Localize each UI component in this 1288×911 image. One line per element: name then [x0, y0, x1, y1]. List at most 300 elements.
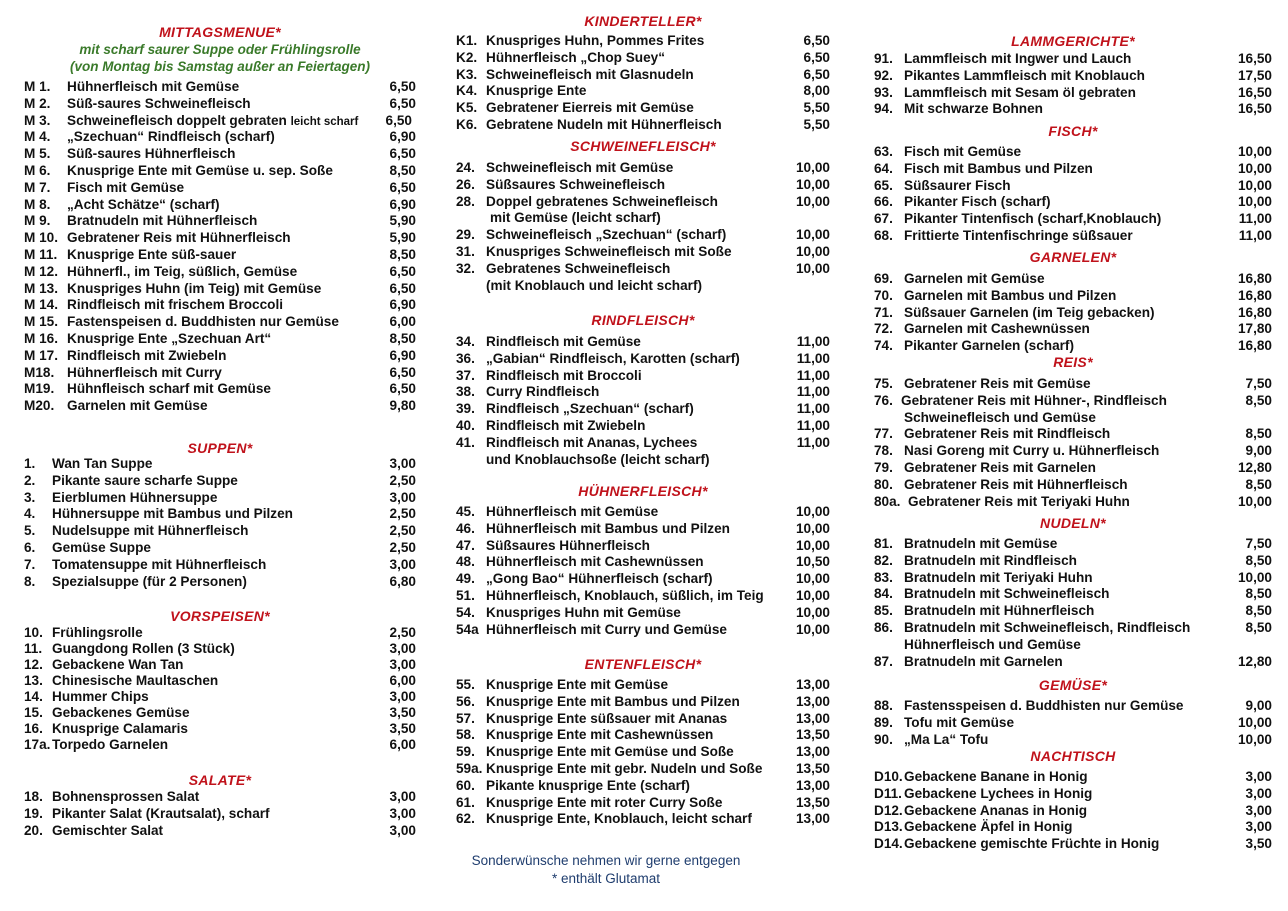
menu-item [874, 569, 1272, 586]
item-number: 40. [456, 418, 475, 433]
item-name: Knusprige Ente mit Bambus und Pilzen [486, 693, 740, 709]
item-number: 88. [874, 698, 893, 713]
item-name: Knuspriges Huhn mit Gemüse [486, 604, 681, 620]
item-name: Bratnudeln mit Garnelen [904, 653, 1063, 669]
item-name: Schweinefleisch doppelt gebraten [67, 112, 287, 128]
item-price: 6,90 [389, 297, 416, 313]
item-number: 59. [456, 744, 475, 760]
item-price: 13,50 [795, 794, 830, 810]
item-name: Knusprige Ente süß-sauer [67, 247, 237, 262]
item-name: Rindfleisch „Szechuan“ (scharf) [486, 401, 694, 417]
section-title-gemuese: GEMÜSE* [1038, 677, 1108, 693]
menu-item [24, 263, 416, 280]
section-title-garnelen: GARNELEN* [1029, 249, 1117, 265]
item-price: 3,00 [389, 657, 416, 672]
item-number: 3. [24, 489, 36, 505]
item-name: Schweinefleisch mit Glasnudeln [486, 66, 694, 82]
menu-item [24, 162, 416, 179]
section-subtitle: mit scharf saurer Suppe oder Frühlingsrolle [79, 42, 361, 57]
menu-item [456, 400, 830, 417]
item-number: 36. [456, 350, 475, 366]
item-price: 17,80 [1237, 321, 1272, 337]
menu-item [456, 621, 830, 638]
item-name: Hühnerfleisch mit Curry [67, 364, 222, 380]
item-name: Lammfleisch mit Ingwer und Lauch [904, 51, 1132, 66]
item-price: 6,50 [389, 263, 416, 279]
item-price: 3,00 [389, 489, 416, 505]
item-name: Knusprige Calamaris [52, 721, 188, 736]
item-price: 10,00 [795, 571, 830, 587]
item-price: 6,50 [389, 364, 416, 380]
item-price: 10,00 [795, 588, 830, 603]
item-name: Fisch mit Bambus und Pilzen [904, 160, 1093, 176]
item-price: 3,50 [389, 705, 416, 720]
menu-item [874, 287, 1272, 304]
item-name: „Acht Schätze“ (scharf) [67, 196, 220, 212]
item-price: 16,80 [1237, 304, 1272, 320]
item-name: Fisch mit Gemüse [904, 144, 1022, 159]
item-price: 16,80 [1237, 287, 1272, 303]
menu-item [456, 794, 830, 811]
item-price: 8,50 [1245, 426, 1272, 442]
item-number: 41. [456, 434, 475, 450]
item-number: 18. [24, 789, 43, 804]
menu-item [24, 296, 416, 313]
menu-item [456, 350, 830, 367]
item-name: Süßsaures Hühnerfleisch [486, 537, 650, 553]
item-number: 16. [24, 721, 43, 736]
menu-item [24, 330, 416, 347]
item-number: 66. [874, 194, 893, 210]
item-price: 10,00 [795, 537, 830, 553]
menu-item [456, 32, 830, 49]
item-price: 10,00 [795, 176, 830, 192]
item-number: 5. [24, 523, 36, 539]
menu-item [24, 380, 416, 397]
menu-item [456, 434, 830, 451]
menu-item [24, 347, 416, 364]
item-price: 6,90 [389, 129, 416, 145]
item-name: Süßsaurer Fisch [904, 177, 1011, 193]
item-description-continued: und Knoblauchsoße (leicht scharf) [486, 451, 710, 467]
menu-item [874, 653, 1272, 670]
item-price: 3,00 [389, 822, 416, 838]
item-name: Hühnerfleisch mit Bambus und Pilzen [486, 520, 730, 536]
menu-item [24, 455, 416, 472]
item-number: 45. [456, 504, 475, 519]
item-name: Schweinefleisch „Szechuan“ (scharf) [486, 227, 727, 243]
item-price: 10,00 [1237, 144, 1272, 159]
item-number: 10. [24, 625, 43, 640]
item-price: 10,00 [795, 520, 830, 536]
item-name: Gemüse Suppe [52, 540, 151, 555]
item-price: 3,00 [389, 556, 416, 572]
item-number: 69. [874, 271, 893, 286]
item-name: Lammfleisch mit Sesam öl gebraten [904, 84, 1136, 100]
menu-item [456, 743, 830, 760]
item-number: M19. [24, 381, 55, 397]
menu-item [456, 260, 830, 277]
item-name: Rindfleisch mit Gemüse [486, 334, 641, 349]
item-price: 8,50 [1245, 603, 1272, 619]
item-number: 48. [456, 554, 475, 570]
item-number: 72. [874, 321, 893, 337]
item-number: 13. [24, 673, 43, 688]
item-number: 83. [874, 569, 893, 585]
item-number: 90. [874, 731, 893, 747]
section-title-lamm: LAMMGERICHTE* [1011, 33, 1135, 49]
menu-item [456, 693, 830, 710]
item-price: 3,00 [1245, 785, 1272, 801]
item-price: 6,50 [389, 146, 416, 162]
item-name: Rindfleisch mit Ananas, Lychees [486, 434, 698, 450]
item-name: Mit schwarze Bohnen [904, 101, 1043, 117]
item-name: Doppel gebratenes Schweinefleisch [486, 193, 718, 209]
item-name: Eierblumen Hühnersuppe [52, 489, 218, 505]
menu-item [874, 476, 1272, 493]
item-name: Pikantes Lammfleisch mit Knoblauch [904, 67, 1145, 83]
menu-item [24, 229, 416, 246]
item-price: 8,50 [1245, 620, 1272, 635]
item-name: Süßsaures Schweinefleisch [486, 176, 666, 192]
item-number: 54. [456, 604, 475, 620]
menu-item [874, 818, 1272, 835]
item-price: 3,50 [1245, 836, 1272, 852]
item-price: 2,50 [389, 625, 416, 640]
item-price: 11,00 [796, 434, 830, 450]
item-price: 3,50 [389, 721, 416, 736]
section-title-ente: ENTENFLEISCH* [584, 656, 702, 672]
menu-item [24, 364, 416, 381]
item-price: 11,00 [796, 334, 830, 349]
item-name: Nasi Goreng mit Curry u. Hühnerfleisch [904, 443, 1160, 459]
menu-item [456, 417, 830, 434]
item-number: K1. [456, 33, 478, 48]
item-name: Spezialsuppe (für 2 Personen) [52, 573, 247, 589]
item-number: 89. [874, 714, 893, 730]
menu-item [874, 802, 1272, 819]
menu-item [456, 676, 830, 693]
item-price: 10,00 [795, 260, 830, 276]
menu-item [874, 768, 1272, 785]
item-number: 56. [456, 693, 475, 709]
item-name: Hühnerfleisch mit Gemüse [67, 79, 240, 94]
item-number: 65. [874, 177, 893, 193]
item-name: Gebratener Reis mit Garnelen [904, 460, 1096, 475]
menu-item [24, 280, 416, 297]
menu-item [874, 425, 1272, 442]
menu-item [456, 503, 830, 520]
item-price: 11,00 [796, 350, 830, 366]
item-name: Gebackene Banane in Honig [904, 769, 1088, 784]
item-name: Pikante saure scharfe Suppe [52, 472, 238, 488]
item-number: 61. [456, 794, 475, 810]
item-name: Gebackenes Gemüse [52, 705, 190, 720]
item-number: M 14. [24, 297, 58, 313]
item-number: 80. [874, 476, 893, 492]
menu-item [456, 333, 830, 350]
item-number: 74. [874, 338, 893, 354]
item-name: Frittierte Tintenfischringe süßsauer [904, 228, 1133, 243]
item-price: 10,00 [795, 193, 830, 209]
menu-item [456, 66, 830, 83]
menu-item [874, 459, 1272, 476]
item-price: 11,00 [796, 418, 830, 433]
item-price: 6,50 [389, 95, 416, 111]
item-name: Fastensspeisen d. Buddhisten nur Gemüse [904, 698, 1184, 713]
item-name: Süßsauer Garnelen (im Teig gebacken) [904, 304, 1155, 320]
item-number: M 5. [24, 146, 51, 162]
item-name: Süß-saures Hühnerfleisch [67, 146, 236, 162]
menu-item [24, 505, 416, 522]
menu-item [874, 697, 1272, 714]
item-number: M 1. [24, 79, 51, 94]
section-title-mittag: MITTAGSMENUE* [159, 24, 281, 40]
menu-item [456, 383, 830, 400]
item-number: 19. [24, 805, 43, 821]
item-price: 13,00 [795, 744, 830, 760]
item-price: 8,00 [803, 83, 830, 99]
item-price: 8,50 [1245, 392, 1272, 408]
item-number: 54a [456, 621, 479, 637]
menu-item [874, 375, 1272, 392]
item-number: K6. [456, 117, 478, 132]
item-number: 15. [24, 705, 43, 720]
item-price: 9,00 [1245, 698, 1272, 713]
item-number: 29. [456, 227, 475, 243]
item-price: 10,00 [1237, 731, 1272, 747]
item-price: 13,00 [795, 710, 830, 726]
section-title-salate: SALATE* [188, 772, 252, 788]
item-name: Gebratener Reis mit Teriyaki Huhn [908, 493, 1130, 509]
section-title-kinder: KINDERTELLER* [584, 13, 702, 29]
item-price: 13,00 [795, 811, 830, 827]
item-price: 10,00 [1237, 569, 1272, 585]
item-number: 20. [24, 822, 43, 838]
section-title-reis: REIS* [1053, 354, 1093, 370]
section-title-schwein: SCHWEINEFLEISCH* [570, 138, 716, 154]
item-price: 6,50 [389, 79, 416, 94]
item-number: M 6. [24, 163, 51, 178]
item-name: Gebackene Wan Tan [52, 657, 184, 672]
item-name: Knuspriges Huhn, Pommes Frites [486, 33, 705, 48]
item-number: M 7. [24, 179, 51, 195]
item-price: 13,50 [795, 727, 830, 743]
footer-note [456, 852, 756, 888]
item-price: 10,00 [795, 227, 830, 243]
menu-item [24, 656, 416, 673]
item-number: K4. [456, 83, 478, 99]
item-name: Gebackene gemischte Früchte in Honig [904, 836, 1160, 852]
item-number: 84. [874, 586, 893, 602]
item-price: 3,00 [389, 689, 416, 704]
item-number: 75. [874, 376, 893, 391]
item-number: 68. [874, 228, 893, 243]
item-name: Frühlingsrolle [52, 625, 143, 640]
menu-item [874, 731, 1272, 748]
item-name: Knuspriges Schweinefleisch mit Soße [486, 244, 732, 259]
item-number: M 12. [24, 263, 58, 279]
menu-item [874, 177, 1272, 194]
menu-item [24, 212, 416, 229]
item-price: 5,90 [389, 213, 416, 229]
item-name: Pikanter Fisch (scharf) [904, 194, 1051, 210]
item-price: 11,00 [1238, 228, 1272, 243]
item-price: 6,50 [389, 381, 416, 397]
item-number: 51. [456, 588, 475, 603]
item-name: Pikanter Salat (Krautsalat), scharf [52, 805, 270, 821]
item-name: Rindfleisch mit frischem Broccoli [67, 297, 284, 313]
item-name: Fastenspeisen d. Buddhisten nur Gemüse [67, 314, 339, 330]
item-number: 2. [24, 472, 36, 488]
section-subtitle: (von Montag bis Samstag außer an Feiertagen) [69, 59, 371, 74]
item-name: Bratnudeln mit Hühnerfleisch [67, 213, 258, 229]
item-name: Bratnudeln mit Teriyaki Huhn [904, 569, 1093, 585]
item-number: M 4. [24, 129, 51, 145]
item-price: 10,00 [795, 504, 830, 519]
menu-item [456, 710, 830, 727]
item-number: 12. [24, 657, 43, 672]
item-name: Hühnerfleisch mit Cashewnüssen [486, 554, 704, 570]
section-title-suppen: SUPPEN* [187, 440, 253, 456]
item-number: 24. [456, 160, 475, 175]
item-price: 2,50 [389, 540, 416, 555]
item-name: Garnelen mit Gemüse [67, 398, 208, 414]
item-number: 47. [456, 537, 475, 553]
menu-item [456, 604, 830, 621]
item-price: 13,50 [795, 761, 830, 776]
item-price: 2,50 [389, 523, 416, 539]
item-price: 3,00 [1245, 802, 1272, 818]
special-requests-text: Sonderwünsche nehmen wir gerne entgegen [471, 853, 741, 868]
item-number: D10. [874, 769, 903, 784]
item-name: Knuspriges Huhn (im Teig) mit Gemüse [67, 280, 322, 296]
item-number: 81. [874, 536, 893, 551]
item-name: Gebackene Lychees in Honig [904, 785, 1093, 801]
item-number: 49. [456, 571, 475, 587]
item-description-continued: (mit Knoblauch und leicht scharf) [486, 277, 702, 293]
item-number: D11. [874, 785, 902, 801]
item-price: 6,90 [389, 196, 416, 212]
menu-item [24, 672, 416, 689]
menu-item [456, 367, 830, 384]
menu-item [24, 179, 416, 196]
item-name: Pikanter Tintenfisch (scharf,Knoblauch) [904, 211, 1162, 227]
item-number: M 16. [24, 331, 58, 346]
glutamate-note: * enthält Glutamat [551, 871, 661, 886]
menu-item [874, 493, 1272, 510]
item-price: 3,00 [1245, 769, 1272, 784]
menu-item [874, 100, 1272, 117]
item-name: Knusprige Ente „Szechuan Art“ [67, 331, 272, 346]
item-number: D12. [874, 802, 903, 818]
menu-item [874, 535, 1272, 552]
item-price: 13,00 [795, 693, 830, 709]
item-name: „Szechuan“ Rindfleisch (scharf) [67, 129, 275, 145]
item-price: 7,50 [1245, 376, 1272, 391]
item-name: Tofu mit Gemüse [904, 714, 1015, 730]
item-name: Curry Rindfleisch [486, 384, 600, 400]
item-name: Pikante knusprige Ente (scharf) [486, 777, 690, 793]
item-number: 14. [24, 689, 43, 704]
menu-item [874, 442, 1272, 459]
item-name: Hühnfleisch scharf mit Gemüse [67, 381, 271, 397]
menu-item [874, 320, 1272, 337]
item-number: 38. [456, 384, 475, 400]
menu-item [24, 822, 416, 839]
item-name: Gebratener Reis mit Hühnerfleisch [67, 230, 291, 246]
item-price: 12,80 [1237, 460, 1272, 475]
item-number: 79. [874, 460, 893, 475]
menu-item [24, 522, 416, 539]
item-price: 10,00 [795, 604, 830, 620]
menu-item [874, 392, 1272, 409]
item-price: 16,80 [1237, 338, 1272, 354]
item-number: 6. [24, 540, 36, 555]
item-name: Wan Tan Suppe [52, 456, 153, 471]
item-name: Gebratener Reis mit Rindfleisch [904, 426, 1111, 442]
menu-item [456, 760, 830, 777]
item-description-continued: Schweinefleisch und Gemüse [904, 409, 1096, 425]
menu-item [24, 805, 416, 822]
item-price: 6,90 [389, 347, 416, 363]
item-price: 3,00 [389, 805, 416, 821]
menu-item [24, 573, 416, 590]
item-price: 17,50 [1237, 67, 1272, 83]
item-number: 64. [874, 160, 893, 176]
item-price: 3,00 [389, 789, 416, 804]
item-name: Bratnudeln mit Schweinefleisch [904, 586, 1110, 602]
item-number: 76. [874, 392, 893, 408]
item-name: Gebratener Reis mit Hühner-, Rindfleisch [901, 392, 1167, 408]
menu-item [874, 84, 1272, 101]
item-number: M 10. [24, 230, 58, 246]
menu-item [456, 810, 830, 827]
item-number: 87. [874, 653, 893, 669]
item-number: M 3. [24, 112, 51, 128]
item-price: 11,00 [796, 401, 830, 417]
item-name: „Ma La“ Tofu [904, 731, 989, 747]
item-number: 46. [456, 520, 475, 536]
menu-item [874, 619, 1272, 636]
menu-item [456, 226, 830, 243]
menu-item [874, 270, 1272, 287]
menu-item [456, 82, 830, 99]
menu-item [24, 95, 416, 112]
item-number: D13. [874, 819, 903, 835]
item-name: Knusprige Ente [486, 83, 587, 99]
menu-item [456, 587, 830, 604]
menu-item [456, 159, 830, 176]
item-price: 6,00 [389, 737, 416, 752]
item-price: 10,00 [795, 621, 830, 637]
item-name: Süß-saures Schweinefleisch [67, 95, 251, 111]
item-number: 57. [456, 710, 475, 726]
menu-item [874, 835, 1272, 852]
item-number: 55. [456, 677, 475, 692]
item-number: 71. [874, 304, 893, 320]
item-price: 9,00 [1245, 443, 1272, 459]
item-price: 10,00 [1237, 177, 1272, 193]
item-name: Hummer Chips [52, 689, 149, 704]
menu-item [874, 304, 1272, 321]
item-price: 11,00 [796, 367, 830, 383]
section-title-nudeln: NUDELN* [1040, 515, 1106, 531]
item-price: 8,50 [1245, 586, 1272, 602]
menu-item [456, 553, 830, 570]
menu-item [874, 67, 1272, 84]
item-name: Rindfleisch mit Zwiebeln [486, 418, 646, 433]
